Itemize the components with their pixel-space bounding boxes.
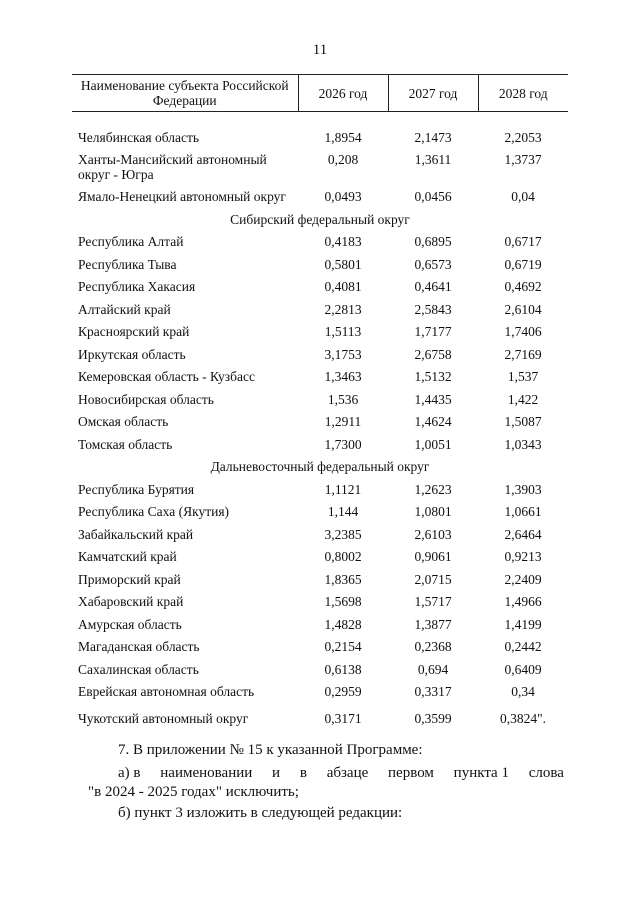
- value-2028-cell: 1,3903: [504, 481, 542, 497]
- value-2027-cell: 2,5843: [414, 301, 452, 317]
- table-row: [72, 636, 568, 659]
- value-2027-cell: 0,2368: [414, 639, 452, 655]
- header-subject: Наименование субъекта Российской Федерации: [72, 75, 298, 112]
- value-2028-cell: 1,5087: [504, 414, 542, 430]
- value-2028-cell: 1,3737: [504, 151, 542, 167]
- table-row: [72, 546, 568, 569]
- paragraph-word: первом: [388, 765, 434, 781]
- value-2027-cell: 1,3611: [414, 151, 452, 167]
- paragraph-word: а) в: [118, 765, 141, 781]
- table-header-row: [72, 75, 568, 112]
- table-row: [72, 501, 568, 524]
- value-2027-cell: 1,7177: [414, 324, 452, 340]
- subject-name-cell: Приморский край: [78, 571, 181, 587]
- table-row: [72, 613, 568, 636]
- value-2028-cell: 1,422: [507, 391, 539, 407]
- value-2028-cell: 0,2442: [504, 639, 542, 655]
- paragraph-item-b: б) пункт 3 изложить в следующей редакции:: [118, 805, 403, 821]
- subject-name-cell: Сахалинская область: [78, 661, 199, 677]
- value-2028-cell: 0,9213: [504, 549, 542, 565]
- value-2026-cell: 1,5698: [324, 594, 362, 610]
- subject-name-cell: Кемеровская область - Кузбасс: [78, 369, 255, 385]
- paragraph-word: и: [272, 765, 281, 781]
- value-2026-cell: 1,7300: [324, 436, 362, 452]
- table-row: [72, 298, 568, 321]
- table-row: [72, 658, 568, 681]
- value-2028-cell: 2,2053: [504, 129, 542, 145]
- value-2028-cell: 0,6409: [504, 661, 542, 677]
- table-row: [72, 253, 568, 276]
- paragraph-word: слова: [528, 765, 564, 781]
- table-row: [72, 321, 568, 344]
- subject-name-cell: Томская область: [78, 436, 173, 452]
- subject-name-cell: Ханты-Мансийский автономный округ - Югра: [78, 151, 267, 182]
- subject-name-cell: Еврейская автономная область: [78, 684, 255, 700]
- table-row: [72, 276, 568, 299]
- value-2028-cell: 1,7406: [504, 324, 542, 340]
- subsidy-table: [72, 74, 568, 733]
- value-2027-cell: 2,0715: [414, 571, 452, 587]
- justified-line: [118, 763, 564, 783]
- subject-name-cell: Республика Хакасия: [78, 279, 196, 295]
- value-2027-cell: 1,4624: [414, 414, 452, 430]
- value-2026-cell: 1,144: [327, 504, 359, 520]
- value-2026-cell: 1,8365: [324, 571, 362, 587]
- subject-name-cell: Республика Алтай: [78, 234, 184, 250]
- page-number: 11: [312, 42, 328, 58]
- paragraph-item-7: 7. В приложении № 15 к указанной Программе:: [118, 742, 423, 758]
- subject-name-cell: Иркутская область: [78, 346, 186, 362]
- table-row: [72, 591, 568, 614]
- subject-name-cell: Забайкальский край: [78, 526, 194, 542]
- paragraph-word: в: [299, 765, 307, 781]
- value-2028-cell: 1,4966: [504, 594, 542, 610]
- value-2026-cell: 1,4828: [324, 616, 362, 632]
- header-2026: 2026 год: [298, 75, 388, 112]
- value-2028-cell: 0,6719: [504, 256, 542, 272]
- value-2026-cell: 0,3171: [324, 710, 362, 726]
- value-2028-cell: 1,537: [507, 369, 539, 385]
- value-2028-cell: 1,0661: [504, 504, 542, 520]
- paragraph-word: пункта 1: [453, 765, 509, 781]
- value-2026-cell: 3,2385: [324, 526, 362, 542]
- value-2027-cell: 0,6895: [414, 234, 452, 250]
- paragraph-word: абзаце: [326, 765, 369, 781]
- subject-name-cell: Республика Саха (Якутия): [78, 504, 230, 520]
- district-heading: Сибирский федеральный округ: [230, 211, 410, 227]
- value-2026-cell: 1,2911: [324, 414, 362, 430]
- table-row: [72, 478, 568, 501]
- subject-name-cell: Чукотский автономный округ: [78, 710, 249, 726]
- value-2027-cell: 1,0801: [414, 504, 452, 520]
- value-2027-cell: 1,3877: [414, 616, 452, 632]
- value-2026-cell: 3,1753: [324, 346, 362, 362]
- value-2027-cell: 0,0456: [414, 189, 452, 205]
- table-row: [72, 681, 568, 704]
- table-spacer: [72, 112, 568, 127]
- value-2026-cell: 1,5113: [324, 324, 362, 340]
- table-row: [72, 126, 568, 149]
- table-row: [72, 149, 568, 186]
- value-2027-cell: 1,0051: [414, 436, 452, 452]
- table-row: [72, 186, 568, 209]
- table-row: [72, 388, 568, 411]
- district-heading-row: [72, 208, 568, 231]
- value-2028-cell: 0,6717: [504, 234, 542, 250]
- value-2028-cell: 2,7169: [504, 346, 542, 362]
- header-2027: 2027 год: [388, 75, 478, 112]
- table-row: [72, 568, 568, 591]
- value-2026-cell: 0,2959: [324, 684, 362, 700]
- subject-name-cell: Ямало-Ненецкий автономный округ: [78, 189, 286, 205]
- value-2026-cell: 1,1121: [324, 481, 362, 497]
- value-2027-cell: 1,2623: [414, 481, 452, 497]
- value-2028-cell: 0,04: [511, 189, 535, 205]
- value-2028-cell: 2,6464: [504, 526, 542, 542]
- value-2026-cell: 0,4183: [324, 234, 362, 250]
- value-2028-cell: 1,0343: [504, 436, 542, 452]
- value-2027-cell: 1,4435: [414, 391, 452, 407]
- value-2026-cell: 0,208: [327, 151, 359, 167]
- subject-name-cell: Омская область: [78, 414, 169, 430]
- table-row: [72, 366, 568, 389]
- table-body: [72, 112, 568, 734]
- subject-name-cell: Челябинская область: [78, 129, 200, 145]
- value-2028-cell: 2,6104: [504, 301, 542, 317]
- district-heading-row: [72, 456, 568, 479]
- value-2026-cell: 0,2154: [324, 639, 362, 655]
- value-2027-cell: 1,5132: [414, 369, 452, 385]
- subject-name-cell: Камчатский край: [78, 549, 177, 565]
- paragraph-word: наименовании: [160, 765, 253, 781]
- value-2027-cell: 0,4641: [414, 279, 452, 295]
- value-2027-cell: 1,5717: [414, 594, 452, 610]
- table-row: [72, 343, 568, 366]
- value-2027-cell: 0,3317: [414, 684, 452, 700]
- value-2026-cell: 0,6138: [324, 661, 362, 677]
- paragraph-item-a: [118, 763, 564, 783]
- value-2028-cell: 0,4692: [504, 279, 542, 295]
- value-2027-cell: 2,6103: [414, 526, 452, 542]
- value-2027-cell: 2,1473: [414, 129, 452, 145]
- value-2026-cell: 0,8002: [324, 549, 362, 565]
- subject-name-cell: Хабаровский край: [78, 594, 184, 610]
- value-2028-cell: 1,4199: [504, 616, 542, 632]
- value-2027-cell: 0,9061: [414, 549, 452, 565]
- value-2026-cell: 1,536: [327, 391, 359, 407]
- value-2026-cell: 1,3463: [324, 369, 362, 385]
- district-heading: Дальневосточный федеральный округ: [210, 459, 430, 475]
- value-2028-cell: 2,2409: [504, 571, 542, 587]
- header-2028: 2028 год: [478, 75, 568, 112]
- table-row: [72, 411, 568, 434]
- value-2027-cell: 0,3599: [414, 710, 452, 726]
- subject-name-cell: Красноярский край: [78, 324, 190, 340]
- paragraph-item-a-cont: "в 2024 - 2025 годах" исключить;: [88, 784, 299, 800]
- value-2026-cell: 0,0493: [324, 189, 362, 205]
- table-row: [72, 231, 568, 254]
- value-2028-cell: 0,3824".: [499, 710, 546, 726]
- subject-name-cell: Магаданская область: [78, 639, 200, 655]
- subject-name-cell: Новосибирская область: [78, 391, 214, 407]
- subject-name-cell: Амурская область: [78, 616, 182, 632]
- value-2026-cell: 1,8954: [324, 129, 362, 145]
- subject-name-cell: Республика Тыва: [78, 256, 177, 272]
- value-2027-cell: 0,6573: [414, 256, 452, 272]
- value-2027-cell: 2,6758: [414, 346, 452, 362]
- subject-name-cell: Республика Бурятия: [78, 481, 195, 497]
- table-row: [72, 703, 568, 733]
- value-2026-cell: 0,5801: [324, 256, 362, 272]
- value-2026-cell: 0,4081: [324, 279, 362, 295]
- subject-name-cell: Алтайский край: [78, 301, 171, 317]
- table-row: [72, 433, 568, 456]
- value-2027-cell: 0,694: [417, 661, 449, 677]
- table-row: [72, 523, 568, 546]
- value-2028-cell: 0,34: [511, 684, 535, 700]
- value-2026-cell: 2,2813: [324, 301, 362, 317]
